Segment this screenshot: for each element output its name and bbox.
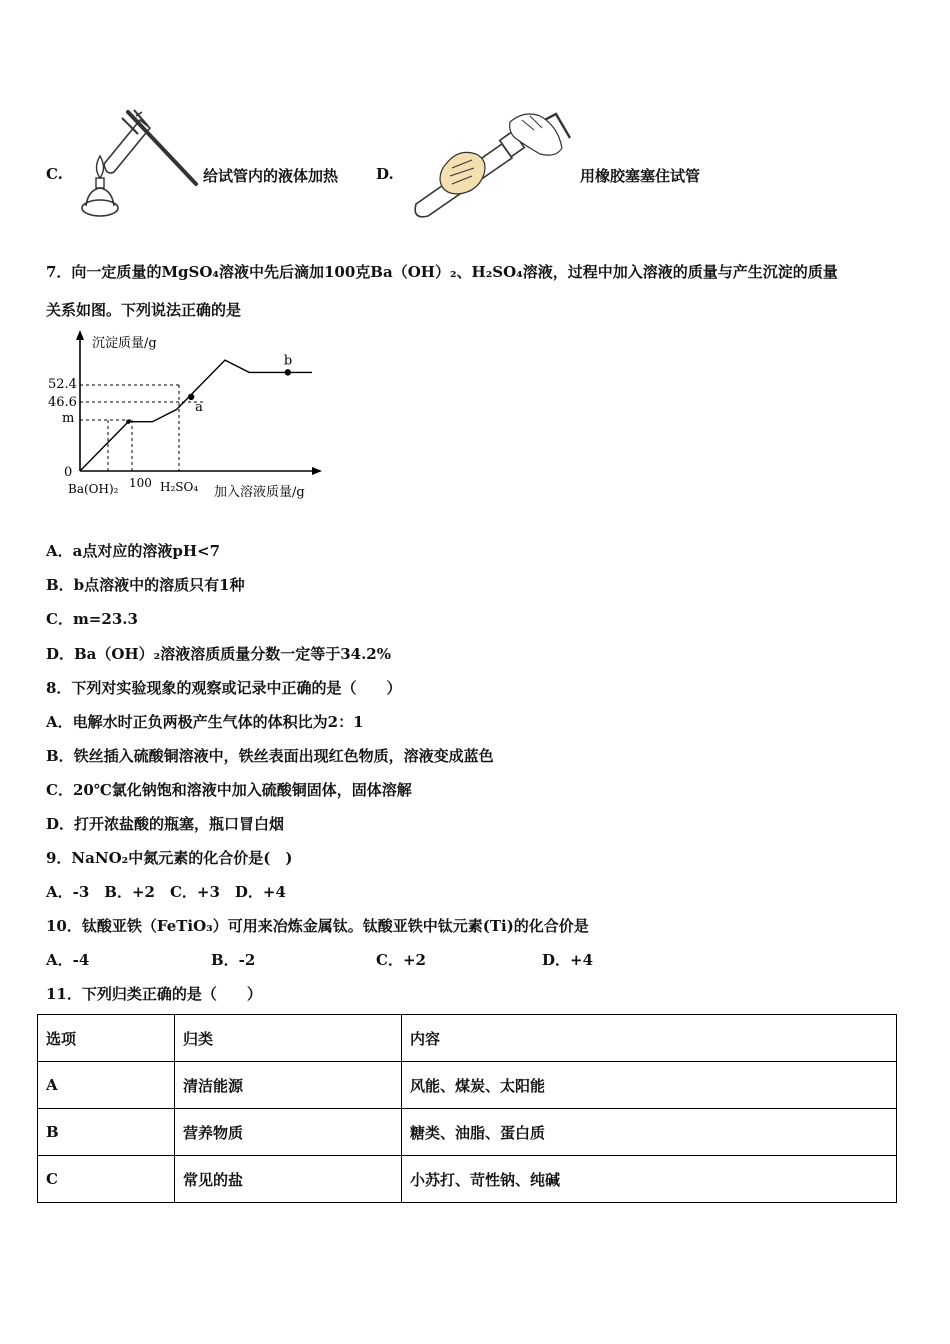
q10-option-c: C．+2: [376, 951, 426, 969]
table-row: [38, 1156, 897, 1203]
q6-option-c-letter: C.: [46, 165, 63, 183]
table-row: [38, 1109, 897, 1156]
q10-option-a: A．-4: [46, 951, 90, 969]
q9-stem: 9．NaNO₂中氮元素的化合价是( ): [46, 849, 293, 867]
row-b-content: 糖类、油脂、蛋白质: [402, 1109, 897, 1156]
x-tick-label-h2so4: H₂SO₄: [160, 480, 199, 494]
row-a-content: 风能、煤炭、太阳能: [402, 1062, 897, 1109]
row-b-option: B: [38, 1109, 175, 1156]
y-axis-label: 沉淀质量/g: [92, 336, 157, 351]
point-label-a: a: [195, 399, 203, 415]
stoppering-test-tube-illustration: [406, 108, 576, 220]
q6-option-d-caption: 用橡胶塞塞住试管: [580, 167, 701, 185]
header-category: 归类: [175, 1015, 402, 1062]
q6-option-c-caption: 给试管内的液体加热: [203, 167, 339, 185]
q7-option-d: D．Ba（OH）₂溶液溶质质量分数一定等于34.2%: [46, 645, 392, 663]
row-c-category: 常见的盐: [175, 1156, 402, 1203]
q7-option-a: A．a点对应的溶液pH<7: [46, 542, 221, 560]
q8-option-a: A．电解水时正负两极产生气体的体积比为2：1: [46, 713, 364, 731]
precipitate-mass-chart: [44, 326, 344, 502]
row-a-option: A: [38, 1062, 175, 1109]
row-c-option: C: [38, 1156, 175, 1203]
data-point-turn-0: [126, 419, 130, 423]
y-tick-label-0: 0: [64, 465, 73, 480]
q8-option-d: D．打开浓盐酸的瓶塞，瓶口冒白烟: [46, 815, 285, 833]
row-c-content: 小苏打、苛性钠、纯碱: [402, 1156, 897, 1203]
q8-stem: 8．下列对实验现象的观察或记录中正确的是（ ）: [46, 679, 402, 697]
data-point-a: [188, 394, 194, 400]
table-header-row: [38, 1015, 897, 1062]
row-a-category: 清洁能源: [175, 1062, 402, 1109]
x-tick-label-100: 100: [129, 476, 152, 490]
data-point-b: [285, 369, 291, 375]
row-b-category: 营养物质: [175, 1109, 402, 1156]
y-axis-arrow: [76, 330, 84, 340]
q7-option-b: B．b点溶液中的溶质只有1种: [46, 576, 245, 594]
q7-stem-line2: 关系如图。下列说法正确的是: [46, 301, 242, 319]
x-axis-label: 加入溶液质量/g: [214, 485, 305, 500]
y-tick-label-52-4: 52.4: [48, 377, 77, 392]
q10-stem: 10．钛酸亚铁（FeTiO₃）可用来冶炼金属钛。钛酸亚铁中钛元素(Ti)的化合价是: [46, 917, 589, 935]
header-option: 选项: [38, 1015, 175, 1062]
header-content: 内容: [402, 1015, 897, 1062]
q7-stem-line1: 7．向一定质量的MgSO₄溶液中先后滴加100克Ba（OH）₂、H₂SO₄溶液，过程中加入溶液的质量与产生沉淀的质量: [46, 263, 838, 281]
q11-classification-table: [37, 1014, 897, 1203]
y-tick-label-46-6: 46.6: [48, 395, 77, 410]
q6-option-d-letter: D.: [376, 165, 394, 183]
table-row: [38, 1062, 897, 1109]
x-axis-arrow: [312, 467, 322, 475]
q10-option-b: B．-2: [211, 951, 256, 969]
q7-option-c: C．m=23.3: [46, 610, 138, 628]
q10-option-d: D．+4: [542, 951, 594, 969]
q11-stem: 11．下列归类正确的是（ ）: [46, 985, 262, 1003]
q8-option-b: B．铁丝插入硫酸铜溶液中，铁丝表面出现红色物质，溶液变成蓝色: [46, 747, 494, 765]
q9-options: A．-3 B．+2 C．+3 D．+4: [46, 883, 286, 901]
heating-test-tube-illustration: [78, 108, 198, 220]
x-tick-label-baoh2: Ba(OH)₂: [68, 482, 119, 496]
series-line-precipitate: [80, 360, 312, 471]
q8-option-c: C．20℃氯化钠饱和溶液中加入硫酸铜固体，固体溶解: [46, 781, 412, 799]
point-label-b: b: [283, 353, 293, 369]
y-tick-label-m: m: [62, 411, 75, 426]
